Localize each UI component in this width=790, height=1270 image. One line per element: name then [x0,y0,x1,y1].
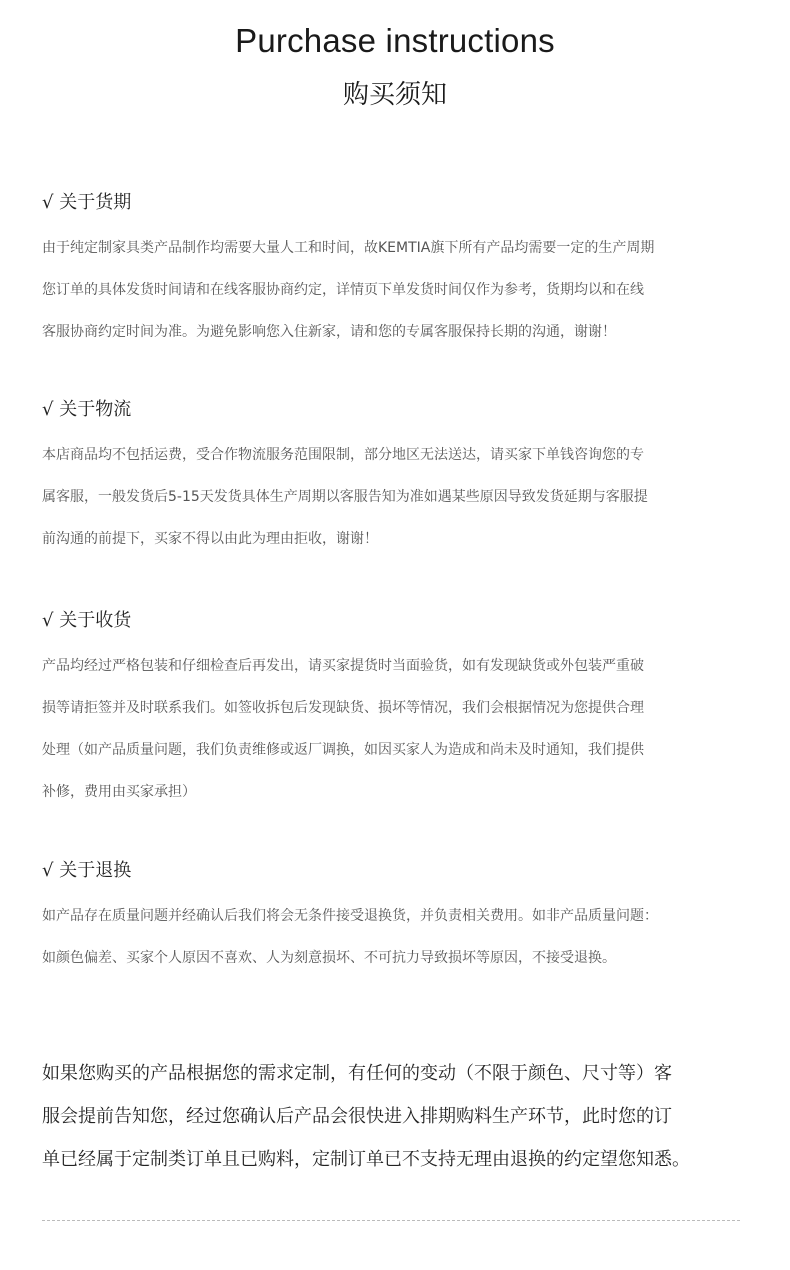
section-body [42,227,772,353]
body-line: 如产品存在质量问题并经确认后我们将会无条件接受退换货，并负责相关费用。如非产品质量问题： [42,908,658,924]
page-title-en: Purchase instructions [235,22,555,59]
body-line: 客服协商约定时间为准。为避免影响您入住新家，请和您的专属客服保持长期的沟通，谢谢！ [42,324,616,340]
body-line: 前沟通的前提下，买家不得以由此为理由拒收，谢谢！ [42,531,378,547]
notice-line: 单已经属于定制类订单且已购料，定制订单已不支持无理由退换的约定望您知悉。 [42,1149,690,1170]
section-body [42,645,772,813]
section-receiving [42,607,772,813]
body-line: 处理（如产品质量问题，我们负责维修或返厂调换，如因买家人为造成和尚未及时通知，我们提供 [42,742,644,758]
body-line: 补修，费用由买家承担） [42,784,196,800]
page-title-cn: 购买须知 [342,80,447,110]
section-heading: √ 关于退换 [42,860,132,881]
section-heading: √ 关于收货 [42,610,132,631]
body-line: 如颜色偏差、买家个人原因不喜欢、人为刻意损坏、不可抗力导致损坏等原因，不接受退换。 [42,950,616,966]
section-body [42,434,772,560]
body-line: 由于纯定制家具类产品制作均需要大量人工和时间，故KEMTIA旗下所有产品均需要一定的生产周期 [42,240,655,256]
section-logistics [42,396,772,560]
section-heading: √ 关于货期 [42,192,132,213]
notice-line: 如果您购买的产品根据您的需求定制，有任何的变动（不限于颜色、尺寸等）客 [42,1063,672,1084]
section-returns [42,857,772,979]
section-delivery-time [42,189,772,353]
body-line: 产品均经过严格包装和仔细检查后再发出，请买家提货时当面验货，如有发现缺货或外包装严重破 [42,658,644,674]
notice-line: 服会提前告知您，经过您确认后产品会很快进入排期购料生产环节，此时您的订 [42,1106,672,1127]
section-heading: √ 关于物流 [42,399,132,420]
body-line: 您订单的具体发货时间请和在线客服协商约定，详情页下单发货时间仅作为参考，货期均以和在线 [42,282,644,298]
section-body [42,895,772,979]
dashed-divider [42,1220,740,1221]
body-line: 损等请拒签并及时联系我们。如签收拆包后发现缺货、损坏等情况，我们会根据情况为您提供合理 [42,700,644,716]
custom-order-notice [42,1052,772,1181]
body-line: 本店商品均不包括运费，受合作物流服务范围限制，部分地区无法送达，请买家下单钱咨询您的专 [42,447,644,463]
body-line: 属客服，一般发货后5-15天发货具体生产周期以客服告知为准如遇某些原因导致发货延期与客服提 [42,489,648,505]
